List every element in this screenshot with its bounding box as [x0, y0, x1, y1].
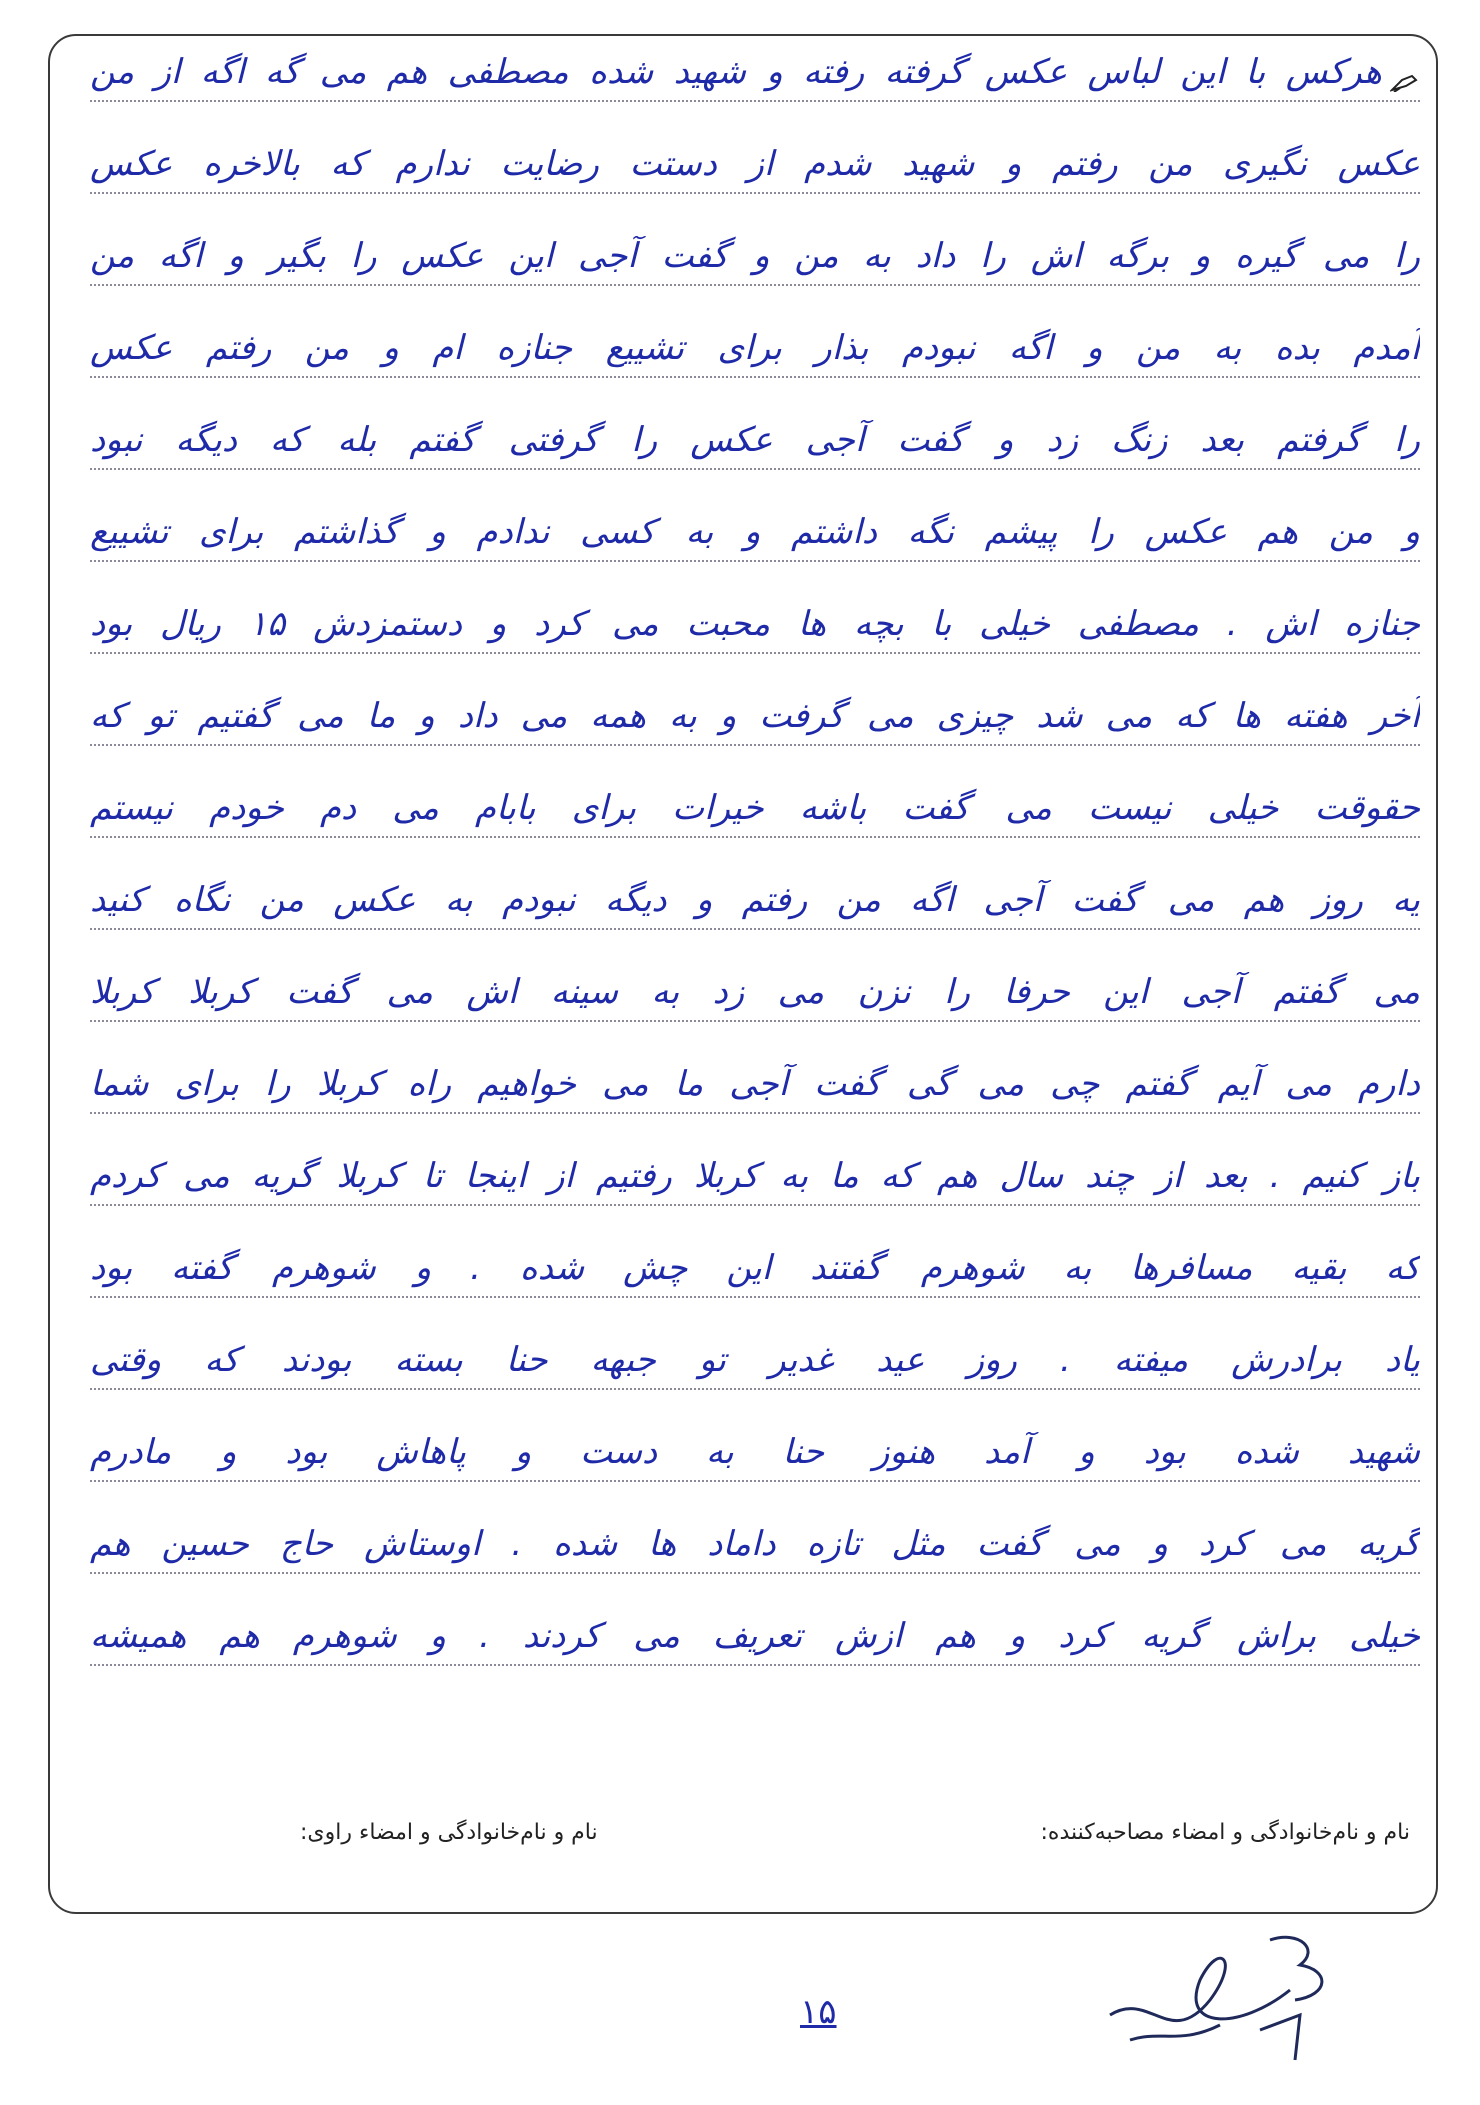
- line-10: یه روز هم می گفت آجی اگه من رفتم و دیگه نبودم به عکس من نگاه کنید: [90, 880, 1420, 920]
- text-line: [90, 316, 1420, 378]
- text-line: [90, 1052, 1420, 1114]
- line-7: جنازه اش . مصطفی خیلی با بچه ها محبت می کرد و دستمزدش ۱۵ ریال بود: [90, 604, 1420, 644]
- text-line: [90, 1420, 1420, 1482]
- line-12: دارم می آیم گفتم چی می گی گفت آجی ما می خواهیم راه کربلا را برای شما: [90, 1064, 1420, 1104]
- text-line: [90, 1144, 1420, 1206]
- text-line: [90, 40, 1420, 102]
- text-line: [90, 684, 1420, 746]
- text-line: [90, 1328, 1420, 1390]
- text-line: [90, 776, 1420, 838]
- handwritten-signatures: [1090, 1920, 1390, 2070]
- text-line: [90, 224, 1420, 286]
- line-5: را گرفتم بعد زنگ زد و گفت آجی عکس را گرفتی گفتم بله که دیگه نبود: [90, 420, 1420, 460]
- line-4: آمدم بده به من و اگه نبودم بذار برای تشییع جنازه ام و من رفتم عکس: [90, 328, 1420, 368]
- text-line: [90, 592, 1420, 654]
- text-line: [90, 132, 1420, 194]
- signature-footer: [60, 1820, 1410, 1860]
- line-8: آخر هفته ها که می شد چیزی می گرفت و به همه می داد و ما می گفتیم تو که: [90, 696, 1420, 736]
- page-number: ۱۵: [800, 1992, 837, 2032]
- text-line: [90, 500, 1420, 562]
- line-15: یاد برادرش میفته . روز عید غدیر تو جبهه حنا بسته بودند که وقتی: [90, 1340, 1420, 1380]
- line-3: را می گیره و برگه اش را داد به من و گفت آجی این عکس را بگیر و اگه من: [90, 236, 1420, 276]
- line-11: می گفتم آجی این حرفا را نزن می زد به سینه اش می گفت کربلا کربلا: [90, 972, 1420, 1012]
- text-line: [90, 868, 1420, 930]
- text-line: [90, 1604, 1420, 1666]
- line-2: عکس نگیری من رفتم و شهید شدم از دستت رضایت ندارم که بالاخره عکس: [90, 144, 1420, 184]
- narrator-signature-label: نام و نام‌خانوادگی و امضاء راوی:: [300, 1820, 598, 1845]
- writing-hand-icon: [1390, 63, 1420, 85]
- text-line: [90, 960, 1420, 1022]
- interviewer-signature-label: نام و نام‌خانوادگی و امضاء مصاحبه‌کننده:: [1040, 1820, 1410, 1845]
- text-line: [90, 408, 1420, 470]
- line-6: و من هم عکس را پیشم نگه داشتم و به کسی ندادم و گذاشتم برای تشییع: [90, 512, 1420, 552]
- line-13: باز کنیم . بعد از چند سال هم که ما به کربلا رفتیم از اینجا تا کربلا گریه می کردم: [90, 1156, 1420, 1196]
- text-line: [90, 1512, 1420, 1574]
- line-17: گریه می کرد و می گفت مثل تازه داماد ها شده . اوستاش حاج حسین هم: [90, 1524, 1420, 1564]
- handwritten-text-block: [90, 40, 1420, 1760]
- line-14: که بقیه مسافرها به شوهرم گفتند این چش شده . و شوهرم گفته بود: [90, 1248, 1420, 1288]
- line-18: خیلی براش گریه کرد و هم ازش تعریف می کردند . و شوهرم هم همیشه: [90, 1616, 1420, 1656]
- line-16: شهید شده بود و آمد هنوز حنا به دست و پاهاش بود و مادرم: [90, 1432, 1420, 1472]
- line-9: حقوقت خیلی نیست می گفت باشه خیرات برای بابام می دم خودم نیستم: [90, 788, 1420, 828]
- line-1: هرکس با این لباس عکس گرفته رفته و شهید شده مصطفی هم می گه اگه از من: [90, 52, 1382, 92]
- text-line: [90, 1236, 1420, 1298]
